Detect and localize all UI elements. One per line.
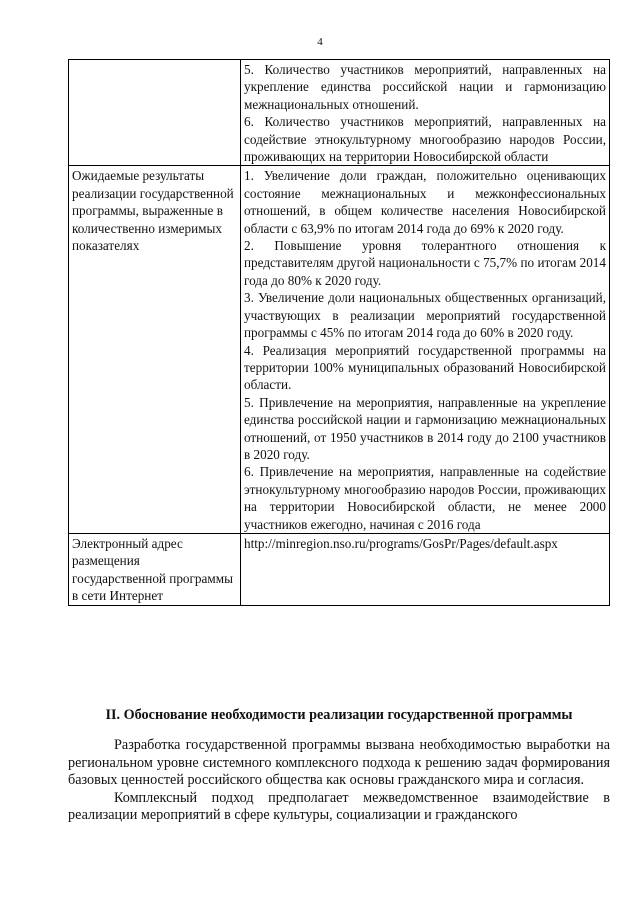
table-value-cell [241, 166, 610, 534]
list-item: 6. Привлечение на мероприятия, направленные на содействие этнокультурному многообразию народов России, проживающих на территории Новосибирской области, не менее 2000 участников ежегодно, начиная с 2016 года [244, 464, 606, 532]
page-number: 4 [317, 36, 323, 48]
table-row [69, 166, 610, 534]
list-item: 1. Увеличение доли граждан, положительно оценивающих состояние межнациональных и межконфессиональных отношений, в общем количестве населения Новосибирской области с 63,9% по итогам 2014 года до 69% к 2020 году. [244, 168, 606, 236]
table-label-cell: Ожидаемые результаты реализации государственной программы, выраженные в количественно измеримых показателях [69, 166, 241, 534]
paragraph: Комплексный подход предполагает межведомственное взаимодействие в реализации мероприятий в сфере культуры, социализации и гражданского [68, 789, 610, 824]
program-url-link[interactable]: http://minregion.nso.ru/programs/GosPr/Pages/default.aspx [244, 535, 558, 551]
section-heading: II. Обоснование необходимости реализации государственной программы [105, 707, 573, 723]
list-item: 2. Повышение уровня толерантного отношения к представителям другой национальности с 75,7% по итогам 2014 года до 80% к 2020 году. [244, 238, 606, 288]
list-item: 4. Реализация мероприятий государственной программы на территории 100% муниципальных образований Новосибирской области. [244, 342, 606, 393]
paragraph: Разработка государственной программы вызвана необходимостью выработки на региональном уровне системного комплексного подхода к решению задач формирования базовых ценностей российского общества как основы гражданского мира и согласия. [68, 737, 610, 789]
list-item: 3. Увеличение доли национальных общественных организаций, участвующих в реализации мероприятий государственной программы с 45% по итогам 2014 года до 60% в 2020 году. [244, 290, 606, 341]
list-item: 5. Привлечение на мероприятия, направленные на укрепление единства российской нации и гармонизацию межнациональных отношений, от 1950 участников в 2014 году до 2100 участников в 2020 году. [244, 394, 606, 462]
table-row [69, 533, 610, 605]
table-value-cell [241, 60, 610, 166]
table-row [69, 60, 610, 166]
table-value-cell [241, 533, 610, 605]
list-item: 6. Количество участников мероприятий, направленных на содействие этнокультурному многообразию народов России, проживающих на территории Новосибирской области [244, 114, 606, 165]
program-passport-table [68, 59, 610, 606]
section-body [68, 737, 610, 825]
table-label-cell: Электронный адрес размещения государственной программы в сети Интернет [69, 533, 241, 605]
list-item: 5. Количество участников мероприятий, направленных на укрепление единства российской нации и гармонизацию межнациональных отношений. [244, 62, 606, 112]
table-label-cell [69, 60, 241, 166]
